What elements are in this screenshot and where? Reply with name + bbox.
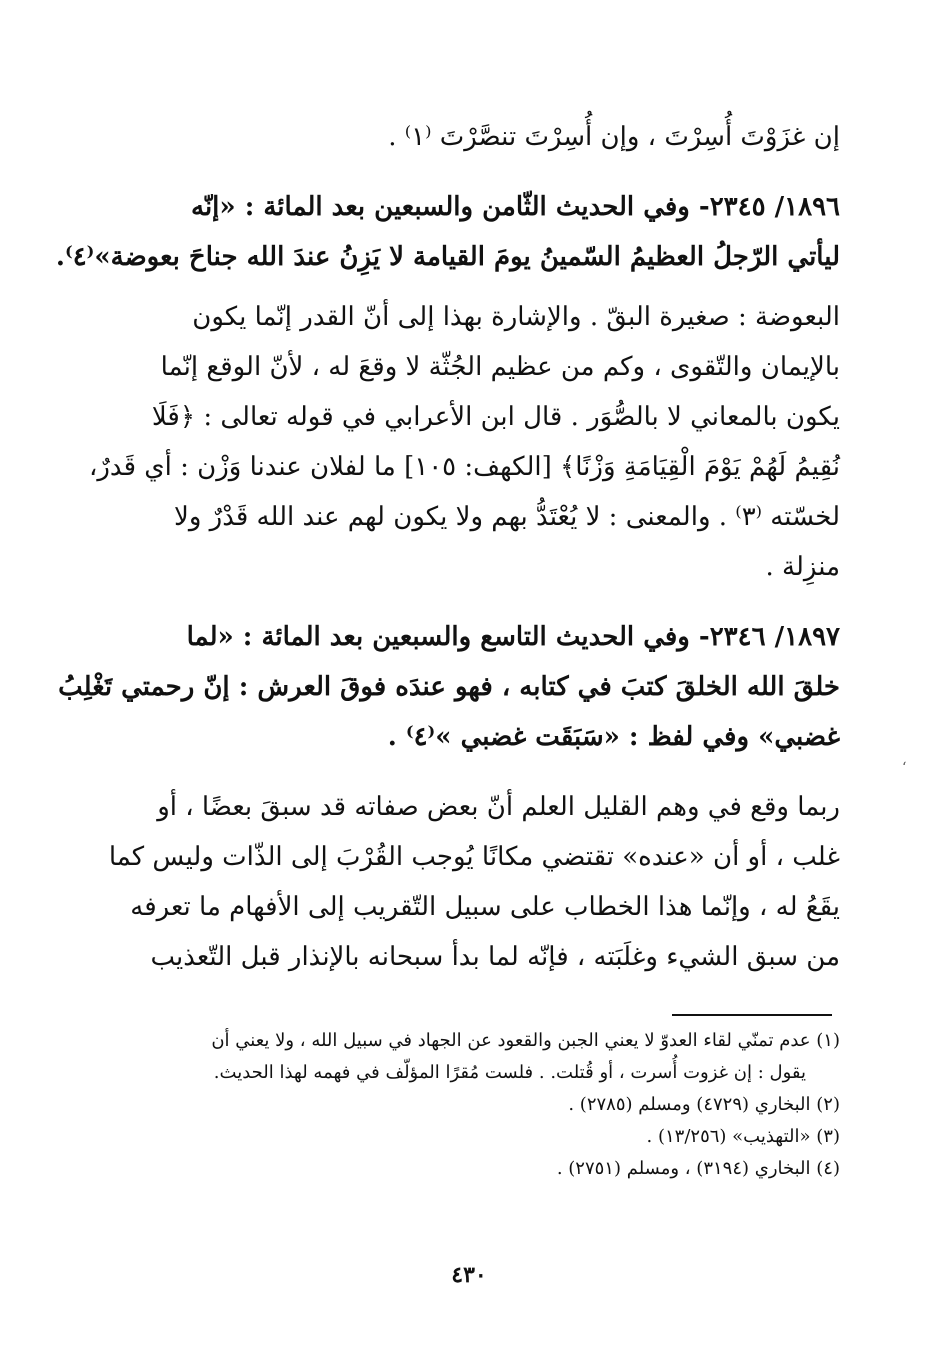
explanation-2 — [100, 782, 840, 982]
hadith-1897-line-1: ١٨٩٧/ ٢٣٤٦- وفي الحديث التاسع والسبعين بعد المائة : «لما — [186, 622, 840, 652]
hadith-1896-line-2: ليأتي الرّجلُ العظيمُ السّمينُ يومَ القيامة لا يَزِنُ عندَ الله جناحَ بعوضة»⁽٤⁾. — [55, 242, 840, 272]
intro-line-1: إن غزَوْتَ أُسِرْتَ ، وإن أُسِرْتَ تنصَّرْتَ ⁽١⁾ . — [388, 122, 840, 152]
explanation-1-line-5: لخسّته ⁽٣⁾ . والمعنى : لا يُعْتَدُّ بهم ولا يكون لهم عند الله قَدْرٌ ولا — [173, 502, 840, 532]
explanation-1-line-1: البعوضة : صغيرة البقّ . والإشارة بهذا إلى أنّ القدر إنّما يكون — [192, 302, 840, 332]
explanation-2-line-4: من سبق الشيء وغلَبَته ، فإنّه لما بدأ سبحانه بالإنذار قبل التّعذيب — [150, 942, 840, 972]
explanation-2-line-2: غلب ، أو أن «عنده» تقتضي مكانًا يُوجب القُرْبَ إلى الذّات وليس كما — [108, 842, 840, 872]
footnotes — [95, 1025, 840, 1185]
hadith-1897-line-2: خلقَ الله الخلقَ كتبَ في كتابه ، فهو عندَه فوقَ العرش : إنّ رحمتي تَغْلِبُ — [58, 672, 840, 702]
explanation-2-line-3: يقَعُ له ، وإنّما هذا الخطاب على سبيل التّقريب إلى الأفهام ما تعرفه — [130, 892, 840, 922]
footnote-4: (٤) البخاري (٣١٩٤) ، ومسلم (٢٧٥١) . — [556, 1158, 840, 1179]
hadith-1897 — [58, 612, 840, 762]
hadith-1896-line-1: ١٨٩٦/ ٢٣٤٥- وفي الحديث الثّامن والسبعين بعد المائة : «إنّه — [191, 192, 840, 222]
hadith-1896 — [55, 182, 840, 282]
explanation-1-line-4: نُقِيمُ لَهُمْ يَوْمَ الْقِيَامَةِ وَزْنًا﴾ [الكهف: ١٠٥] ما لفلان عندنا وَزْن : أي قَدرٌ، — [88, 452, 840, 482]
footnote-1-line-2: يقول : إن غزوت أُسرت ، أو قُتلت. . فلست مُقرًا المؤلّف في فهمه لهذا الحديث. — [213, 1062, 806, 1083]
explanation-1-line-6: منزِلة . — [765, 552, 840, 582]
intro-paragraph — [100, 112, 840, 162]
footnote-2: (٢) البخاري (٤٧٢٩) ومسلم (٢٧٨٥) . — [568, 1094, 840, 1115]
hadith-1897-line-3: غضبي» وفي لفظ : «سَبَقَت غضبي »⁽٤⁾ . — [387, 722, 840, 752]
explanation-1-line-2: بالإيمان والتّقوى ، وكم من عظيم الجُثّة لا وقعَ له ، لأنّ الوقع إنّما — [160, 352, 840, 382]
explanation-1-line-3: يكون بالمعاني لا بالصُّوَر . قال ابن الأعرابي في قوله تعالى : ﴿فَلَا — [151, 402, 840, 432]
footnote-3: (٣) «التهذيب» (١٣/٢٥٦) . — [646, 1126, 840, 1147]
explanation-2-line-1: ربما وقع في وهم القليل العلم أنّ بعض صفاته قد سبقَ بعضًا ، أو — [157, 792, 840, 822]
explanation-1 — [88, 292, 840, 592]
footnote-divider — [672, 1014, 832, 1016]
footnote-1-line-1: (١) عدم تمنّي لقاء العدوّ لا يعني الجبن والقعود عن الجهاد في سبيل الله ، ولا يعني أن — [211, 1030, 840, 1051]
margin-mark: ʻ — [902, 760, 907, 776]
page-number: ٤٣٠ — [451, 1262, 487, 1288]
